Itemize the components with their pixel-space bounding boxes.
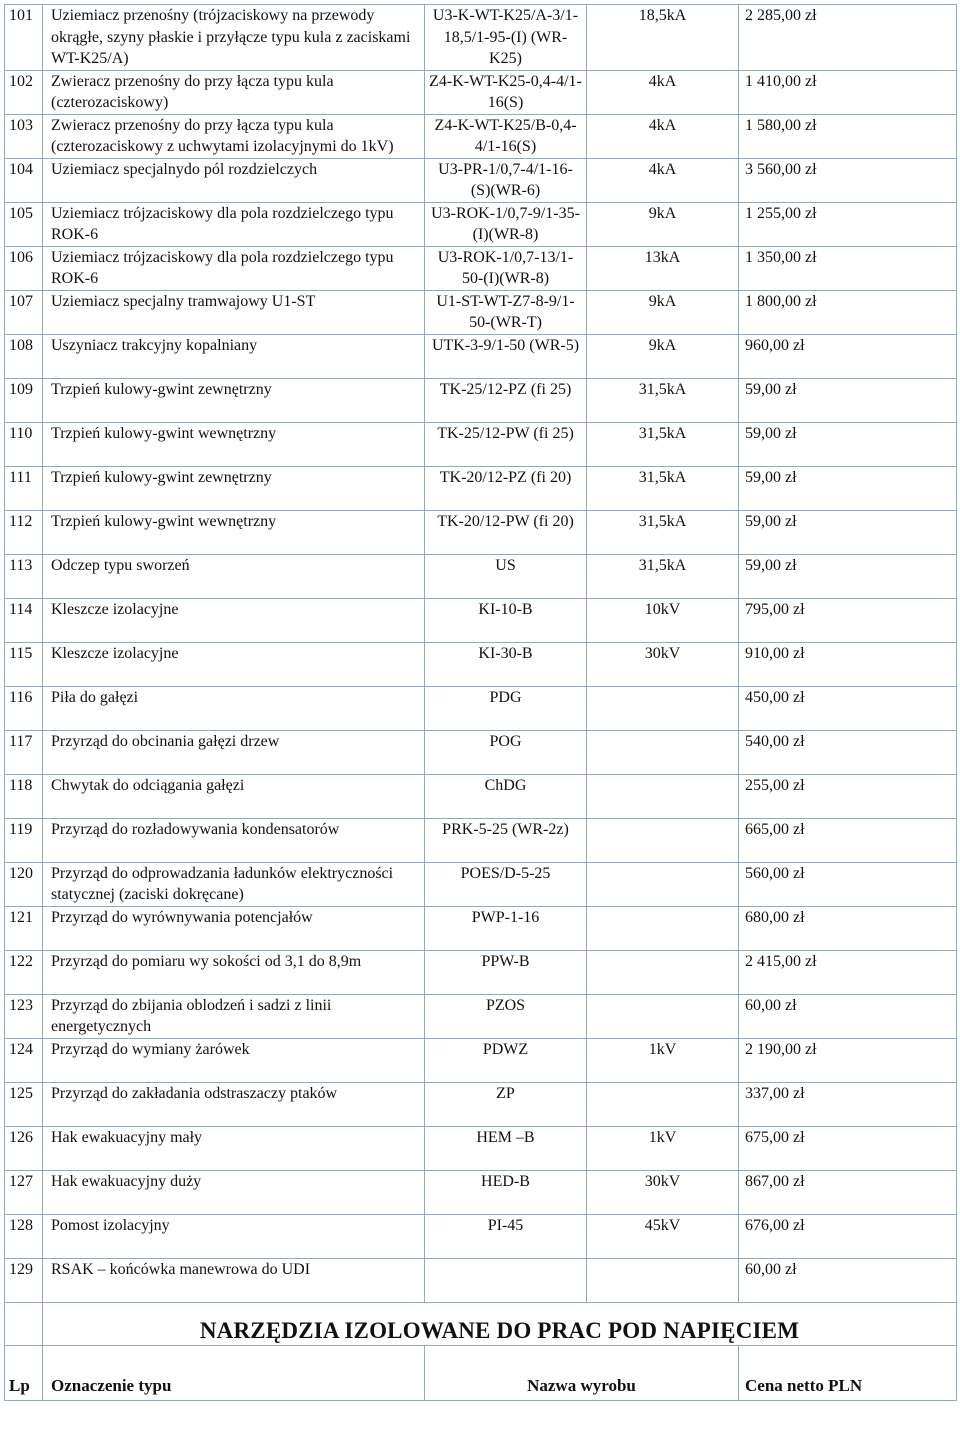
row-param: 31,5kA (587, 466, 739, 510)
row-name: Trzpień kulowy-gwint zewnętrzny (43, 378, 425, 422)
row-code: HEM –B (425, 1126, 587, 1170)
row-name: Uziemiacz specjalnydo pól rozdzielczych (43, 158, 425, 202)
row-name: Trzpień kulowy-gwint zewnętrzny (43, 466, 425, 510)
row-name: Kleszcze izolacyjne (43, 598, 425, 642)
row-lp: 104 (5, 158, 43, 202)
header-product: Nazwa wyrobu (425, 1345, 739, 1400)
row-name: Zwieracz przenośny do przy łącza typu kula (czterozaciskowy) (43, 70, 425, 114)
row-name: Przyrząd do zakładania odstraszaczy ptaków (43, 1082, 425, 1126)
table-row (5, 202, 957, 246)
row-lp: 106 (5, 246, 43, 290)
row-param (587, 862, 739, 906)
header-price: Cena netto PLN (739, 1345, 957, 1400)
table-row (5, 1170, 957, 1214)
price-list-sheet (4, 4, 956, 1401)
row-param: 1kV (587, 1126, 739, 1170)
row-code: Z4-K-WT-K25-0,4-4/1-16(S) (425, 70, 587, 114)
row-code: US (425, 554, 587, 598)
section-title: NARZĘDZIA IZOLOWANE DO PRAC POD NAPIĘCIEM (43, 1302, 957, 1345)
row-param: 10kV (587, 598, 739, 642)
row-price: 3 560,00 zł (739, 158, 957, 202)
row-lp: 111 (5, 466, 43, 510)
row-name: Przyrząd do wymiany żarówek (43, 1038, 425, 1082)
row-param: 4kA (587, 70, 739, 114)
row-code: HED-B (425, 1170, 587, 1214)
row-param: 45kV (587, 1214, 739, 1258)
header-type: Oznaczenie typu (43, 1345, 425, 1400)
row-code: PZOS (425, 994, 587, 1038)
row-price: 255,00 zł (739, 774, 957, 818)
row-lp: 109 (5, 378, 43, 422)
row-param (587, 950, 739, 994)
row-name: RSAK – końcówka manewrowa do UDI (43, 1258, 425, 1302)
row-lp: 123 (5, 994, 43, 1038)
row-name: Pomost izolacyjny (43, 1214, 425, 1258)
table-row (5, 246, 957, 290)
row-param: 31,5kA (587, 378, 739, 422)
row-param (587, 1082, 739, 1126)
row-param: 9kA (587, 334, 739, 378)
row-lp: 117 (5, 730, 43, 774)
row-code: KI-10-B (425, 598, 587, 642)
row-code: PDG (425, 686, 587, 730)
table-row (5, 642, 957, 686)
row-param: 31,5kA (587, 422, 739, 466)
row-price: 2 190,00 zł (739, 1038, 957, 1082)
row-code: POG (425, 730, 587, 774)
price-table (4, 4, 957, 1401)
row-price: 59,00 zł (739, 554, 957, 598)
row-name: Piła do gałęzi (43, 686, 425, 730)
row-name: Przyrząd do wyrównywania potencjałów (43, 906, 425, 950)
row-lp: 118 (5, 774, 43, 818)
table-row (5, 1082, 957, 1126)
row-lp: 121 (5, 906, 43, 950)
row-name: Uziemiacz trójzaciskowy dla pola rozdzielczego typu ROK-6 (43, 202, 425, 246)
row-price: 867,00 zł (739, 1170, 957, 1214)
row-code: TK-20/12-PZ (fi 20) (425, 466, 587, 510)
row-code: PPW-B (425, 950, 587, 994)
table-row (5, 510, 957, 554)
row-code: UTK-3-9/1-50 (WR-5) (425, 334, 587, 378)
table-row (5, 598, 957, 642)
row-lp: 115 (5, 642, 43, 686)
price-table-body (5, 5, 957, 1303)
row-param: 1kV (587, 1038, 739, 1082)
row-price: 60,00 zł (739, 1258, 957, 1302)
table-row (5, 1038, 957, 1082)
table-row (5, 422, 957, 466)
row-code: TK-20/12-PW (fi 20) (425, 510, 587, 554)
row-code: POES/D-5-25 (425, 862, 587, 906)
table-row (5, 70, 957, 114)
row-price: 59,00 zł (739, 422, 957, 466)
row-name: Trzpień kulowy-gwint wewnętrzny (43, 510, 425, 554)
table-row (5, 686, 957, 730)
row-lp: 105 (5, 202, 43, 246)
row-price: 675,00 zł (739, 1126, 957, 1170)
row-price: 1 800,00 zł (739, 290, 957, 334)
row-price: 676,00 zł (739, 1214, 957, 1258)
row-code: U3-PR-1/0,7-4/1-16-(S)(WR-6) (425, 158, 587, 202)
table-row (5, 114, 957, 158)
row-lp: 112 (5, 510, 43, 554)
row-name: Przyrząd do odprowadzania ładunków elektryczności statycznej (zaciski dokręcane) (43, 862, 425, 906)
row-param (587, 774, 739, 818)
row-price: 60,00 zł (739, 994, 957, 1038)
row-param: 30kV (587, 642, 739, 686)
row-lp: 113 (5, 554, 43, 598)
row-code: U1-ST-WT-Z7-8-9/1-50-(WR-T) (425, 290, 587, 334)
section-header-block (5, 1302, 957, 1400)
table-row (5, 5, 957, 71)
row-param (587, 906, 739, 950)
row-lp: 108 (5, 334, 43, 378)
row-param (587, 1258, 739, 1302)
table-row (5, 862, 957, 906)
table-row (5, 1214, 957, 1258)
row-code: U3-K-WT-K25/A-3/1-18,5/1-95-(I) (WR-K25) (425, 5, 587, 71)
column-header-row (5, 1345, 957, 1400)
header-lp: Lp (5, 1345, 43, 1400)
row-price: 59,00 zł (739, 510, 957, 554)
row-name: Trzpień kulowy-gwint wewnętrzny (43, 422, 425, 466)
row-name: Przyrząd do obcinania gałęzi drzew (43, 730, 425, 774)
row-code: PWP-1-16 (425, 906, 587, 950)
row-name: Uszyniacz trakcyjny kopalniany (43, 334, 425, 378)
row-name: Przyrząd do zbijania oblodzeń i sadzi z linii energetycznych (43, 994, 425, 1038)
table-row (5, 818, 957, 862)
row-price: 2 415,00 zł (739, 950, 957, 994)
row-price: 795,00 zł (739, 598, 957, 642)
row-lp: 129 (5, 1258, 43, 1302)
row-param: 9kA (587, 290, 739, 334)
row-name: Kleszcze izolacyjne (43, 642, 425, 686)
row-param (587, 686, 739, 730)
row-code: TK-25/12-PW (fi 25) (425, 422, 587, 466)
row-name: Hak ewakuacyjny mały (43, 1126, 425, 1170)
row-param: 13kA (587, 246, 739, 290)
row-price: 1 580,00 zł (739, 114, 957, 158)
row-price: 2 285,00 zł (739, 5, 957, 71)
row-price: 337,00 zł (739, 1082, 957, 1126)
row-lp: 120 (5, 862, 43, 906)
row-name: Zwieracz przenośny do przy łącza typu kula (czterozaciskowy z uchwytami izolacyjnymi do 1kV) (43, 114, 425, 158)
row-lp: 110 (5, 422, 43, 466)
row-name: Przyrząd do rozładowywania kondensatorów (43, 818, 425, 862)
row-param: 9kA (587, 202, 739, 246)
row-price: 1 410,00 zł (739, 70, 957, 114)
table-row (5, 466, 957, 510)
row-name: Hak ewakuacyjny duży (43, 1170, 425, 1214)
row-param: 18,5kA (587, 5, 739, 71)
row-param (587, 730, 739, 774)
row-code: U3-ROK-1/0,7-13/1-50-(I)(WR-8) (425, 246, 587, 290)
table-row (5, 1258, 957, 1302)
row-lp: 122 (5, 950, 43, 994)
row-code (425, 1258, 587, 1302)
row-price: 910,00 zł (739, 642, 957, 686)
table-row (5, 1126, 957, 1170)
row-param: 31,5kA (587, 510, 739, 554)
row-price: 1 255,00 zł (739, 202, 957, 246)
row-code: PI-45 (425, 1214, 587, 1258)
row-code: U3-ROK-1/0,7-9/1-35-(I)(WR-8) (425, 202, 587, 246)
row-code: PRK-5-25 (WR-2z) (425, 818, 587, 862)
table-row (5, 554, 957, 598)
table-row (5, 290, 957, 334)
table-row (5, 158, 957, 202)
table-row (5, 950, 957, 994)
row-name: Chwytak do odciągania gałęzi (43, 774, 425, 818)
row-name: Przyrząd do pomiaru wy sokości od 3,1 do 8,9m (43, 950, 425, 994)
row-lp: 128 (5, 1214, 43, 1258)
row-param: 31,5kA (587, 554, 739, 598)
row-price: 560,00 zł (739, 862, 957, 906)
section-title-row (5, 1302, 957, 1345)
row-lp: 103 (5, 114, 43, 158)
row-param (587, 994, 739, 1038)
row-code: Z4-K-WT-K25/B-0,4-4/1-16(S) (425, 114, 587, 158)
row-code: PDWZ (425, 1038, 587, 1082)
row-name: Odczep typu sworzeń (43, 554, 425, 598)
row-name: Uziemiacz specjalny tramwajowy U1-ST (43, 290, 425, 334)
table-row (5, 994, 957, 1038)
row-lp: 127 (5, 1170, 43, 1214)
row-param: 30kV (587, 1170, 739, 1214)
row-lp: 101 (5, 5, 43, 71)
row-price: 450,00 zł (739, 686, 957, 730)
table-row (5, 378, 957, 422)
row-price: 59,00 zł (739, 466, 957, 510)
row-param: 4kA (587, 158, 739, 202)
row-lp: 125 (5, 1082, 43, 1126)
row-lp: 119 (5, 818, 43, 862)
row-lp: 124 (5, 1038, 43, 1082)
table-row (5, 334, 957, 378)
row-lp: 102 (5, 70, 43, 114)
row-price: 665,00 zł (739, 818, 957, 862)
row-name: Uziemiacz przenośny (trójzaciskowy na przewody okrągłe, szyny płaskie i przyłącze typu kula z zaciskami WT-K25/A) (43, 5, 425, 71)
table-row (5, 730, 957, 774)
row-lp: 107 (5, 290, 43, 334)
table-row (5, 906, 957, 950)
row-lp: 126 (5, 1126, 43, 1170)
row-lp: 116 (5, 686, 43, 730)
row-param: 4kA (587, 114, 739, 158)
table-row (5, 774, 957, 818)
row-price: 540,00 zł (739, 730, 957, 774)
row-param (587, 818, 739, 862)
row-name: Uziemiacz trójzaciskowy dla pola rozdzielczego typu ROK-6 (43, 246, 425, 290)
row-price: 680,00 zł (739, 906, 957, 950)
row-code: KI-30-B (425, 642, 587, 686)
row-price: 1 350,00 zł (739, 246, 957, 290)
row-code: ChDG (425, 774, 587, 818)
row-code: ZP (425, 1082, 587, 1126)
row-price: 960,00 zł (739, 334, 957, 378)
row-code: TK-25/12-PZ (fi 25) (425, 378, 587, 422)
row-price: 59,00 zł (739, 378, 957, 422)
row-lp: 114 (5, 598, 43, 642)
section-lp-spacer (5, 1302, 43, 1345)
